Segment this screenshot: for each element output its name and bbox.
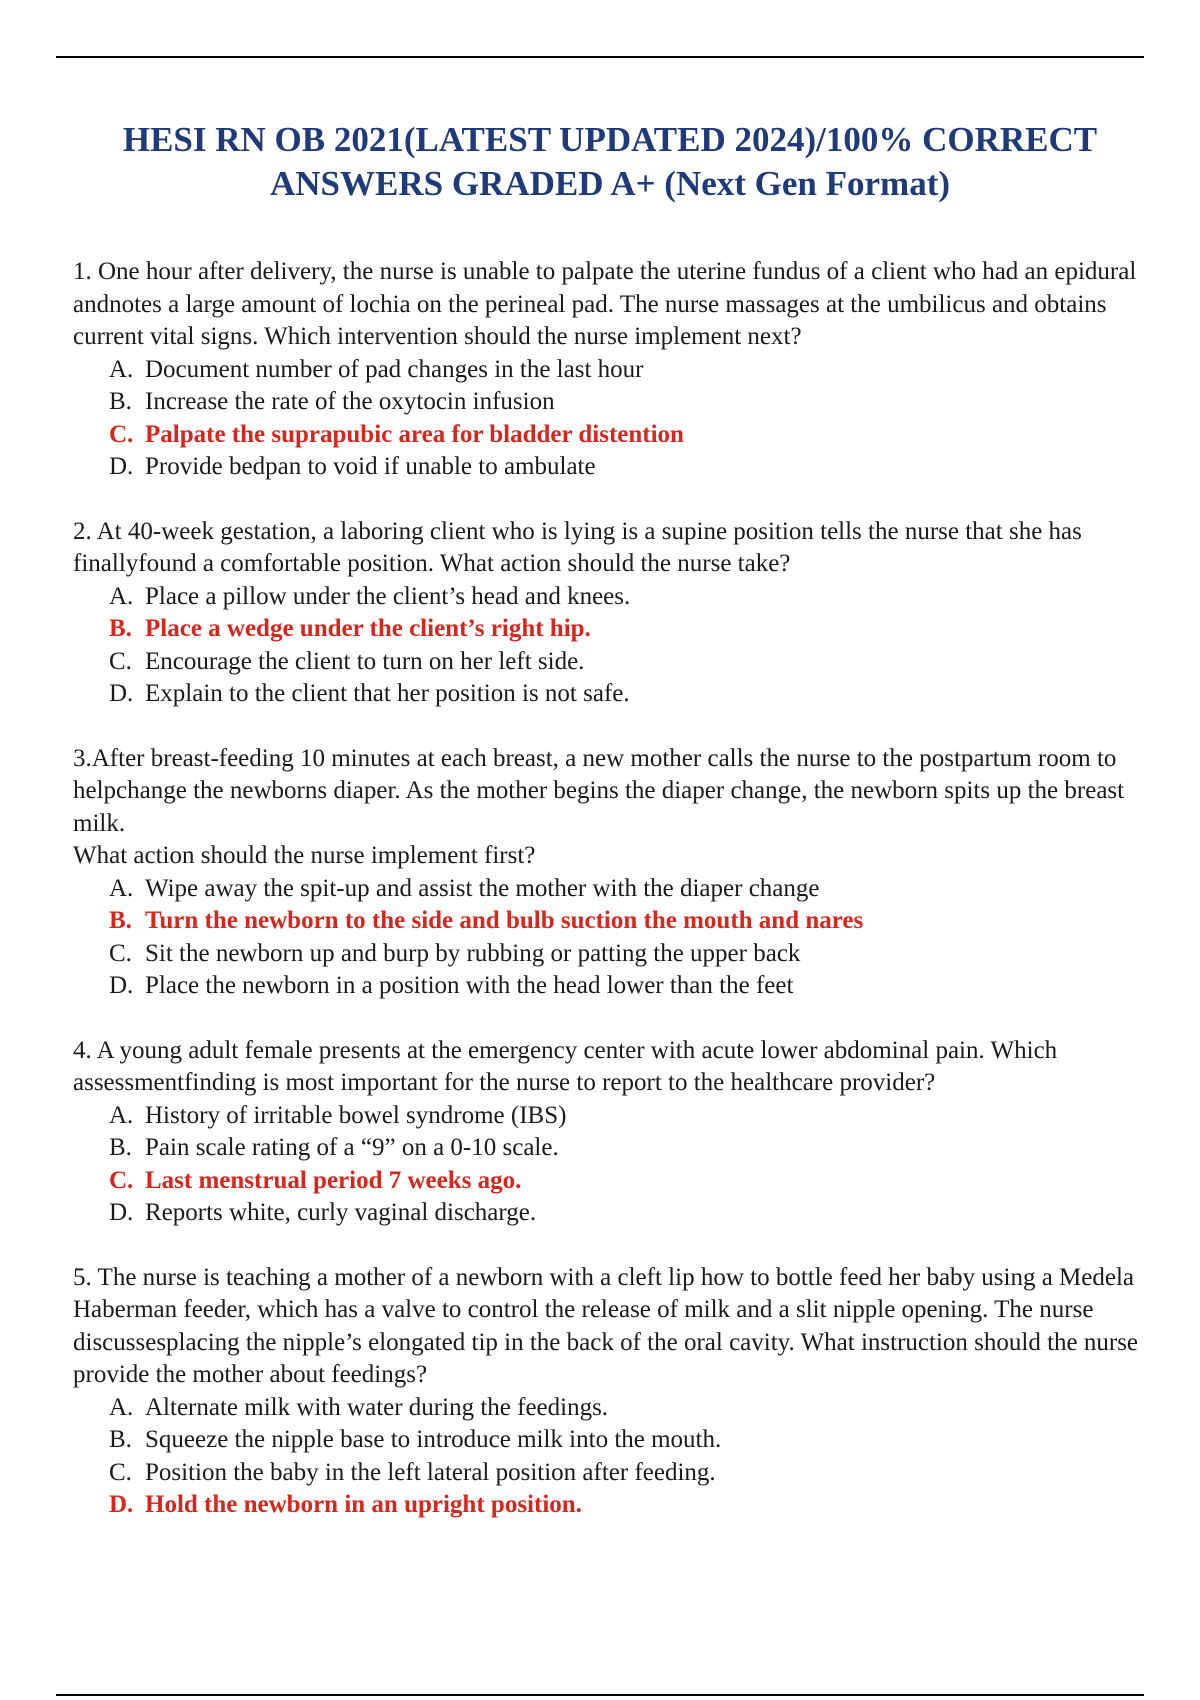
question-3-option-a	[109, 873, 1163, 906]
question-5-stem: 5. The nurse is teaching a mother of a newborn with a cleft lip how to bottle feed her baby using a Medela Haberman feeder, which has a valve to control the release of milk and a slit nipple opening. The nurse discussesplacing the nipple’s elongated tip in the back of the oral cavity. What instruction should the nurse provide the mother about feedings?	[73, 1263, 1139, 1388]
option-text: Wipe away the spit-up and assist the mother with the diaper change	[145, 874, 820, 902]
option-letter: A.	[109, 582, 134, 610]
option-letter: B.	[109, 1134, 132, 1161]
option-letter: A.	[109, 1393, 134, 1421]
question-spacer	[73, 1230, 1163, 1262]
option-text: Pain scale rating of a “9” on a 0-10 scale.	[145, 1134, 559, 1161]
option-text: Place a pillow under the client’s head and knees.	[145, 582, 631, 610]
option-letter: D.	[109, 1491, 134, 1518]
question-3	[73, 743, 1163, 1003]
option-letter: B.	[109, 907, 132, 934]
option-text: Turn the newborn to the side and bulb suction the mouth and nares	[145, 907, 864, 934]
question-4-options	[73, 1100, 1163, 1230]
question-2-option-c	[109, 646, 1163, 679]
option-text: Encourage the client to turn on her left side.	[145, 647, 585, 675]
option-text: Reports white, curly vaginal discharge.	[145, 1199, 537, 1226]
option-text: Place the newborn in a position with the head lower than the feet	[145, 972, 794, 999]
option-letter: C.	[109, 647, 132, 675]
question-5	[73, 1262, 1163, 1522]
question-5-option-a	[109, 1392, 1163, 1425]
option-text: History of irritable bowel syndrome (IBS)	[145, 1101, 567, 1129]
question-1-option-b	[109, 386, 1163, 419]
option-text: Last menstrual period 7 weeks ago.	[145, 1166, 522, 1194]
top-rule	[56, 56, 1144, 58]
question-1-options	[73, 354, 1163, 484]
option-letter: D.	[109, 1199, 134, 1226]
document-title	[60, 118, 1160, 206]
question-1-option-d	[109, 451, 1163, 484]
option-text: Sit the newborn up and burp by rubbing or patting the upper back	[145, 939, 801, 967]
question-4-option-a	[109, 1100, 1163, 1133]
question-3-stem-prompt: What action should the nurse implement first?	[73, 842, 536, 869]
question-1	[73, 256, 1163, 484]
option-letter: C.	[109, 420, 134, 448]
question-2-options	[73, 581, 1163, 711]
option-text: Place a wedge under the client’s right hip.	[145, 615, 591, 642]
option-letter: D.	[109, 972, 134, 999]
option-text: Provide bedpan to void if unable to ambulate	[145, 453, 596, 480]
option-text: Explain to the client that her position is not safe.	[145, 680, 630, 707]
question-5-options	[73, 1392, 1163, 1522]
option-letter: C.	[109, 1458, 132, 1486]
question-3-option-c	[109, 938, 1163, 971]
option-text: Alternate milk with water during the feedings.	[145, 1393, 609, 1421]
question-2-option-b-correct	[109, 613, 1163, 646]
question-1-option-a	[109, 354, 1163, 387]
option-letter: C.	[109, 939, 132, 967]
question-spacer	[73, 484, 1163, 516]
question-2	[73, 516, 1163, 711]
question-5-option-b	[109, 1424, 1163, 1457]
question-5-option-d-correct	[109, 1489, 1163, 1522]
question-3-option-b-correct	[109, 905, 1163, 938]
question-1-option-c-correct	[109, 419, 1163, 452]
question-4-option-b	[109, 1132, 1163, 1165]
option-letter: D.	[109, 453, 134, 480]
question-4	[73, 1035, 1163, 1230]
option-text: Position the baby in the left lateral position after feeding.	[145, 1458, 716, 1486]
option-letter: D.	[109, 680, 134, 707]
question-5-option-c	[109, 1457, 1163, 1490]
question-3-stem: 3.After breast-feeding 10 minutes at each breast, a new mother calls the nurse to the postpartum room to helpchange the newborns diaper. As the mother begins the diaper change, the newborn spits up the breast milk.	[73, 744, 1125, 837]
option-letter: C.	[109, 1166, 134, 1194]
question-spacer	[73, 711, 1163, 743]
question-spacer	[73, 1003, 1163, 1035]
option-letter: A.	[109, 874, 134, 902]
option-text: Increase the rate of the oxytocin infusion	[145, 388, 555, 415]
option-letter: A.	[109, 355, 134, 383]
option-letter: B.	[109, 388, 132, 415]
bottom-rule	[56, 1694, 1144, 1696]
option-text: Document number of pad changes in the last hour	[145, 355, 644, 383]
option-text: Hold the newborn in an upright position.	[145, 1491, 582, 1518]
option-text: Palpate the suprapubic area for bladder distention	[145, 420, 684, 448]
question-4-option-c-correct	[109, 1165, 1163, 1198]
title-line-1: HESI RN OB 2021(LATEST UPDATED 2024)/100% CORRECT	[122, 120, 1098, 159]
question-list	[73, 256, 1163, 1522]
question-2-option-a	[109, 581, 1163, 614]
question-3-option-d	[109, 970, 1163, 1003]
question-4-option-d	[109, 1197, 1163, 1230]
title-line-2: ANSWERS GRADED A+ (Next Gen Format)	[269, 164, 951, 203]
question-4-stem: 4. A young adult female presents at the emergency center with acute lower abdominal pain. Which assessmentfinding is most important for the nurse to report to the healthcare provider?	[73, 1036, 1058, 1096]
option-letter: A.	[109, 1101, 134, 1129]
option-letter: B.	[109, 615, 132, 642]
option-text: Squeeze the nipple base to introduce milk into the mouth.	[145, 1426, 722, 1453]
question-3-options	[73, 873, 1163, 1003]
question-1-stem: 1. One hour after delivery, the nurse is unable to palpate the uterine fundus of a client who had an epidural andnotes a large amount of lochia on the perineal pad. The nurse massages at the umbilicus and obtains current vital signs. Which intervention should the nurse implement next?	[73, 258, 1137, 350]
option-letter: B.	[109, 1426, 132, 1453]
question-2-stem: 2. At 40-week gestation, a laboring client who is lying is a supine position tells the nurse that she has finallyfound a comfortable position. What action should the nurse take?	[73, 517, 1082, 577]
question-2-option-d	[109, 678, 1163, 711]
